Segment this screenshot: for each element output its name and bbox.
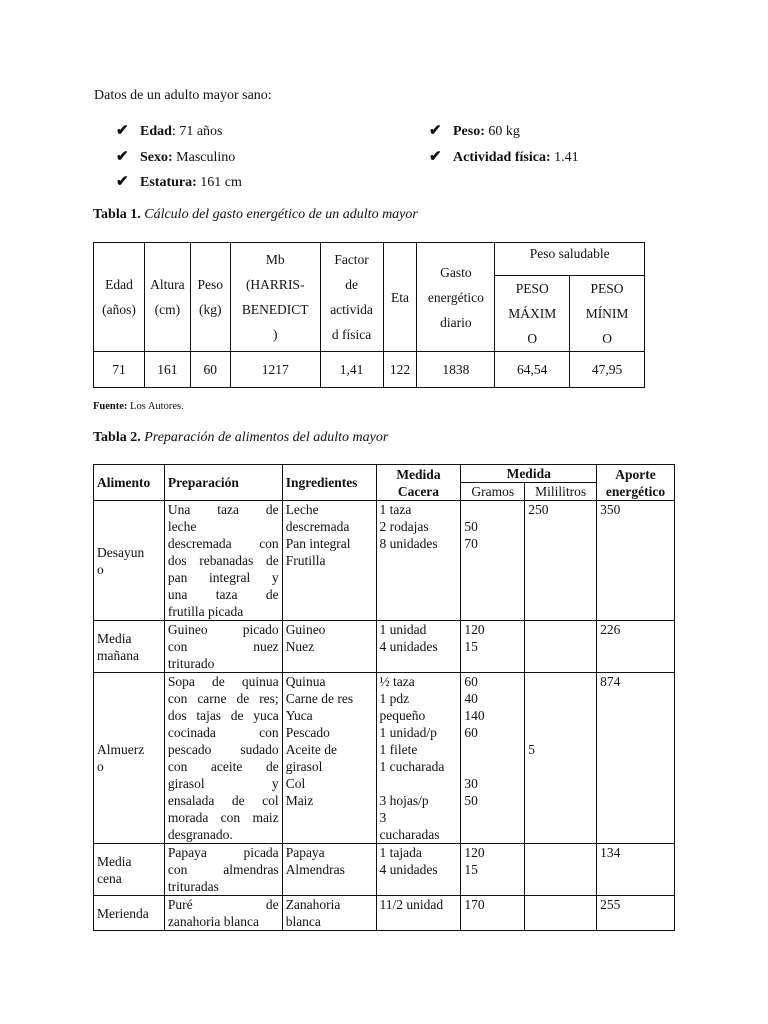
check-icon: ✔ [116,174,129,190]
t2-line: Media [97,630,132,646]
t2-line: leche [167,519,197,534]
t2-head-mililitros: Mililitros [525,483,597,501]
check-icon: ✔ [429,123,442,139]
check-icon: ✔ [116,123,129,139]
t2-cell-ingredientes [282,673,376,844]
t2-cell-alimento [94,896,165,931]
t2-cell-gramos [461,621,525,673]
t2-head-ingredientes: Ingredientes [282,465,376,501]
t2-cell-aporte: 874 [597,673,675,844]
t1-cell: 1838 [417,352,495,388]
t1-head-peso-saludable: Peso saludable [495,243,645,276]
t2-line [528,707,593,724]
t2-line: Media [97,853,132,869]
t2-line: 1 pdz [379,691,410,706]
t1-cell: 161 [144,352,190,388]
t1-head-peso-min: PESO MÍNIM O [570,276,645,352]
t2-cell-preparacion [164,501,282,621]
t2-cell-ingredientes [282,501,376,621]
t2-line: Col [285,776,306,791]
dato-peso [429,121,520,140]
t2-line: 4 unidades [379,639,438,654]
t2-line: Guineo [285,622,326,637]
dato-value: 161 cm [200,175,242,190]
t2-cell-mililitros [525,673,597,844]
t2-cell-medida [376,621,461,673]
check-icon: ✔ [429,149,442,165]
t2-line: 70 [464,536,478,551]
t2-line: Una taza de [167,502,279,517]
t2-line: 2 rodajas [379,519,429,534]
t2-line: Yuca [285,708,313,723]
dato-estatura [116,172,242,191]
table-row [94,896,675,931]
t2-cell-mililitros [525,621,597,673]
tabla2-body [94,501,675,931]
t2-line: triturado [167,656,215,671]
tabla1-caption: Tabla 1. Cálculo del gasto energético de un adulto mayor [93,207,418,222]
t2-line: 250 [528,502,549,517]
t2-line: 30 [464,776,478,791]
t2-line: 170 [464,897,485,912]
t2-cell-alimento [94,673,165,844]
t2-line [528,724,593,741]
t1-cell: 64,54 [495,352,570,388]
t2-line: pescado sudado [167,742,279,757]
t1-head-eta: Eta [383,243,417,352]
t2-line: descremada con [167,536,279,551]
t2-line [464,501,521,518]
t2-line: Carne de res [285,691,354,706]
t2-line: 40 [464,691,478,706]
t2-line: cucharadas [379,827,440,842]
t2-cell-alimento [94,501,165,621]
dato-actividad [429,147,579,166]
t2-line: Merienda [97,905,149,921]
t2-line: girasol [285,759,323,774]
t2-line: trituradas [167,879,219,894]
dato-label: Peso: [453,124,485,139]
t2-cell-alimento [94,844,165,896]
t2-line: o [97,759,104,774]
t2-line: 1 unidad/p [379,725,437,740]
t2-line: desgranado. [167,827,233,842]
t2-cell-aporte: 350 [597,501,675,621]
t2-line: pan integral y [167,570,279,585]
t2-line: 5 [528,742,535,757]
t2-line: Papaya picada [167,845,279,860]
t2-line: 1 taza [379,502,412,517]
t1-cell: 60 [190,352,230,388]
t2-cell-mililitros [525,896,597,931]
t2-line: 1 filete [379,742,418,757]
tabla2-caption: Tabla 2. Preparación de alimentos del adulto mayor [93,430,389,445]
t2-cell-aporte: 226 [597,621,675,673]
t2-line: Frutilla [285,553,326,568]
t2-line: con aceite de [167,759,279,774]
t1-head-mb: Mb (HARRIS- BENEDICT ) [230,243,320,352]
table-row [94,844,675,896]
t1-head-edad: Edad (años) [94,243,145,352]
t2-line [380,775,458,792]
t2-cell-medida [376,844,461,896]
t2-line: ½ taza [379,674,415,689]
t2-head-preparacion: Preparación [164,465,282,501]
dato-value: 1.41 [554,150,579,165]
t2-cell-ingredientes [282,896,376,931]
t2-cell-mililitros [525,501,597,621]
t2-line: 3 hojas/p [379,793,429,808]
dato-value: Masculino [176,150,236,165]
t2-line: frutilla picada [167,604,244,619]
t1-cell: 122 [383,352,417,388]
t2-line: Pan integral [285,536,351,551]
t2-line: 1 cucharada [379,759,445,774]
t2-cell-gramos [461,844,525,896]
t2-line: con carne de res; [167,691,279,706]
t2-head-alimento: Alimento [94,465,165,501]
t2-line: Aceite de [285,742,338,757]
t2-line: cena [97,870,122,886]
t2-cell-ingredientes [282,621,376,673]
dato-edad: ✔ Edad: 71 años [116,123,223,139]
t2-line: 60 [464,674,478,689]
table-row [94,501,675,621]
check-icon: ✔ [116,149,129,165]
intro-text: Datos de un adulto mayor sano: [94,88,272,103]
t1-cell: 1217 [230,352,320,388]
table-row [94,621,675,673]
t2-line: 120 [464,845,485,860]
t2-line: con almendras [167,862,279,877]
t2-line: pequeño [379,708,426,723]
dato-value: 71 años [179,124,223,139]
t2-head-aporte: Aporte energético [597,465,675,501]
t2-line: con nuez [167,639,279,654]
t2-cell-gramos [461,673,525,844]
t2-line: Pescado [285,725,330,740]
t2-line: 140 [464,708,485,723]
dato-label: Sexo: [140,150,173,165]
t2-line: Quinua [285,674,326,689]
t1-cell: 71 [94,352,145,388]
t1-head-peso: Peso (kg) [190,243,230,352]
t2-line [528,673,593,690]
t2-line [528,690,593,707]
t2-head-medida: Medida [461,465,597,483]
t2-line: dos tajas de yuca [167,708,279,723]
tabla1-fuente: Fuente: Los Autores. [93,401,184,412]
t2-cell-mililitros [525,844,597,896]
t2-cell-alimento [94,621,165,673]
t2-line: ensalada de col [167,793,279,808]
t2-line: morada con maiz [167,810,279,825]
t2-line: 3 [379,810,387,825]
t2-cell-preparacion [164,844,282,896]
t2-line: Puré de [167,897,279,912]
table-row [94,673,675,844]
t2-line: o [97,561,104,577]
t2-line: 8 unidades [379,536,438,551]
t2-cell-medida [376,673,461,844]
t2-line: dos rebanadas de [167,553,279,568]
t1-head-altura: Altura (cm) [144,243,190,352]
t2-line: 120 [464,622,485,637]
t2-cell-preparacion [164,673,282,844]
t2-line [464,741,521,758]
dato-sexo [116,147,235,166]
t2-cell-gramos [461,896,525,931]
t2-line: mañana [97,647,139,663]
t2-cell-medida [376,501,461,621]
t2-head-medida-cacera: Medida Cacera [376,465,461,501]
t2-line: blanca [285,914,321,929]
t1-head-peso-max: PESO MÁXIM O [495,276,570,352]
t2-line: Desayun [97,544,145,560]
t2-line: 11/2 unidad [379,897,444,912]
t1-head-factor: Factor de activida d física [320,243,383,352]
dato-label: Edad [140,124,172,139]
t2-cell-preparacion [164,621,282,673]
tabla2 [93,464,675,931]
t2-line: Maiz [285,793,314,808]
t2-cell-gramos [461,501,525,621]
t1-cell: 1,41 [320,352,383,388]
t2-line: 15 [464,639,478,654]
t2-line: zanahoria blanca [167,914,259,929]
t2-line: Guineo picado [167,622,279,637]
t2-line: Zanahoria [285,897,341,912]
t2-line: Sopa de quinua [167,674,279,689]
t2-cell-ingredientes [282,844,376,896]
t2-line: Nuez [285,639,315,654]
t2-line [464,758,521,775]
t2-line: 15 [464,862,478,877]
t2-line: Leche [285,502,319,517]
t2-cell-aporte: 134 [597,844,675,896]
t2-line: 4 unidades [379,862,438,877]
t2-cell-medida [376,896,461,931]
t2-line: 60 [464,725,478,740]
t2-cell-preparacion [164,896,282,931]
t2-line: 50 [464,793,478,808]
t1-head-gasto: Gasto energético diario [417,243,495,352]
t2-line: Almendras [285,862,345,877]
dato-label: Actividad física: [453,150,551,165]
dato-value: 60 kg [488,124,520,139]
tabla1 [93,242,645,388]
t2-cell-aporte: 255 [597,896,675,931]
t2-line: girasol y [167,776,279,791]
t2-head-gramos: Gramos [461,483,525,501]
t2-line: 50 [464,519,478,534]
t2-line: una taza de [167,587,279,602]
t2-line: Almuerz [97,742,145,757]
t2-line: 1 tajada [379,845,422,860]
t1-cell: 47,95 [570,352,645,388]
t2-line: Papaya [285,845,325,860]
t2-line: descremada [285,519,350,534]
t2-line: cocinada con [167,725,279,740]
t2-line: 1 unidad [379,622,427,637]
dato-label: Estatura: [140,175,197,190]
